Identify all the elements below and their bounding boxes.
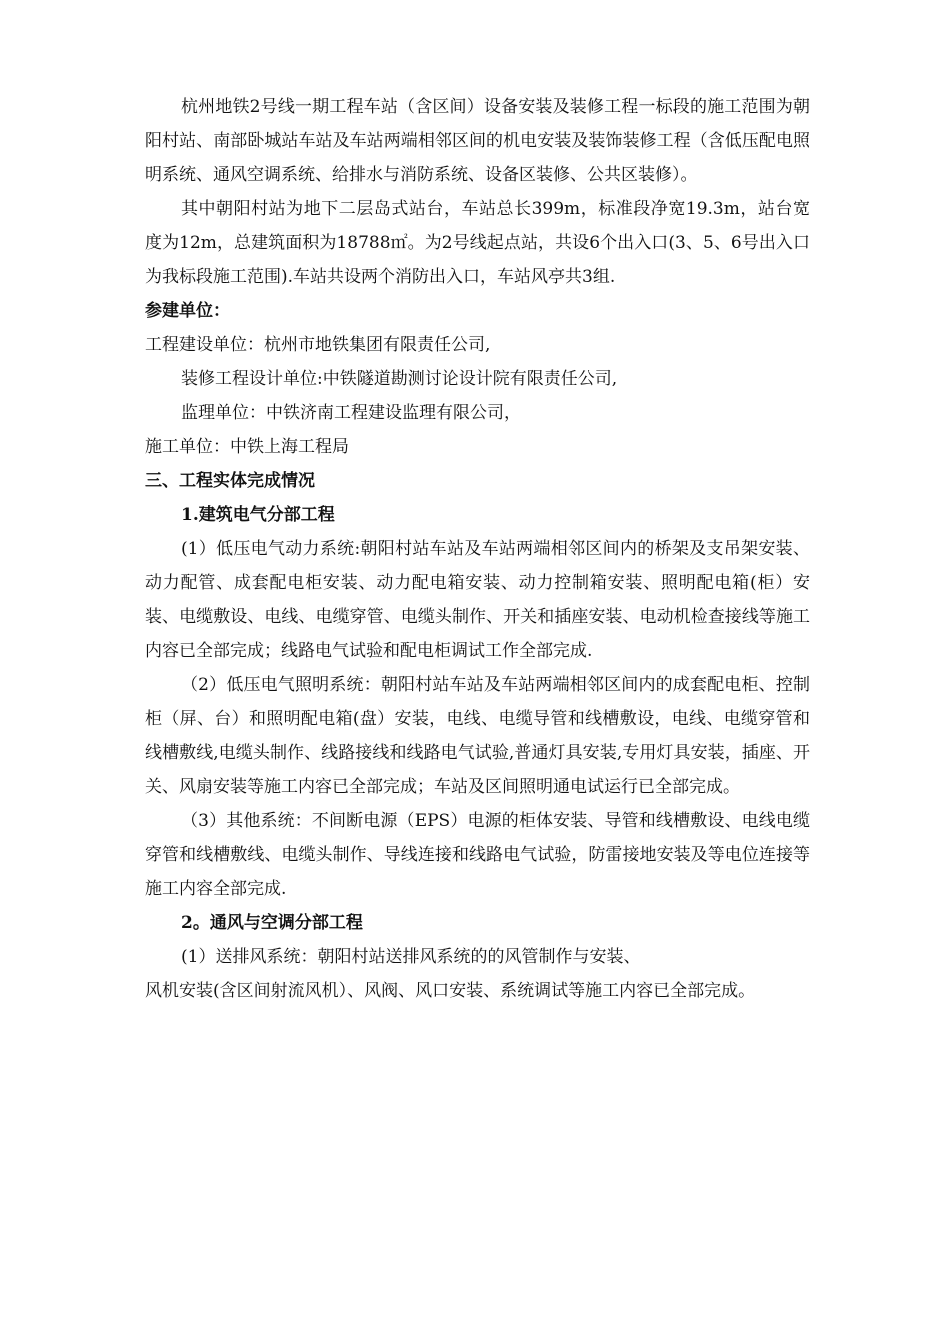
- subsection-1-heading: 1.建筑电气分部工程: [181, 505, 335, 525]
- document-page: [145, 90, 810, 1008]
- section-3-heading: 三、工程实体完成情况: [145, 471, 315, 491]
- designer-unit-line: 装修工程设计单位:中铁隧道勘测讨论设计院有限责任公司,: [181, 369, 618, 389]
- subsection-2-heading: 2。通风与空调分部工程: [181, 913, 363, 933]
- subsection-1-item-3: （3）其他系统：不间断电源（EPS）电源的柜体安装、导管和线槽敷设、电线电缆穿管和线槽敷线、电缆头制作、导线连接和线路电气试验，防雷接地安装及等电位连接等施工内容全部完成.: [145, 811, 810, 899]
- owner-unit-line: 工程建设单位：杭州市地铁集团有限责任公司,: [145, 335, 491, 355]
- subsection-2-item-1-line-2: 风机安装(含区间射流风机）、风阀、风口安装、系统调试等施工内容已全部完成。: [145, 981, 756, 1001]
- contractor-unit-line: 施工单位：中铁上海工程局: [145, 437, 349, 457]
- subsection-1-item-2: （2）低压电气照明系统：朝阳村站车站及车站两端相邻区间内的成套配电柜、控制柜（屏、台）和照明配电箱(盘）安装，电线、电缆导管和线槽敷设，电线、电缆穿管和线槽敷线,电缆头制作、线路接线和线路电气试验,普通灯具安装,专用灯具安装，插座、开关、风扇安装等施工内容已全部完成；车站及区间照明通电试运行已全部完成。: [145, 675, 810, 797]
- supervisor-unit-line: 监理单位：中铁济南工程建设监理有限公司，: [181, 403, 521, 423]
- station-description-paragraph: 其中朝阳村站为地下二层岛式站台，车站总长399m，标准段净宽19.3m，站台宽度为12m，总建筑面积为18788㎡。为2号线起点站，共设6个出入口(3、5、6号出入口为我标段施工范围).车站共设两个消防出入口，车站风亭共3组.: [145, 199, 810, 287]
- participants-heading: 参建单位：: [145, 301, 230, 321]
- subsection-1-item-1: (1）低压电气动力系统:朝阳村站车站及车站两端相邻区间内的桥架及支吊架安装、动力配管、成套配电柜安装、动力配电箱安装、动力控制箱安装、照明配电箱(柜）安装、电缆敷设、电线、电缆穿管、电缆头制作、开关和插座安装、电动机检查接线等施工内容已全部完成；线路电气试验和配电柜调试工作全部完成.: [145, 539, 810, 661]
- subsection-2-item-1-line-1: (1）送排风系统：朝阳村站送排风系统的的风管制作与安装、: [181, 947, 641, 967]
- intro-paragraph: 杭州地铁2号线一期工程车站（含区间）设备安装及装修工程一标段的施工范围为朝阳村站、南部卧城站车站及车站两端相邻区间的机电安装及装饰装修工程（含低压配电照明系统、通风空调系统、给排水与消防系统、设备区装修、公共区装修）。: [145, 97, 810, 185]
